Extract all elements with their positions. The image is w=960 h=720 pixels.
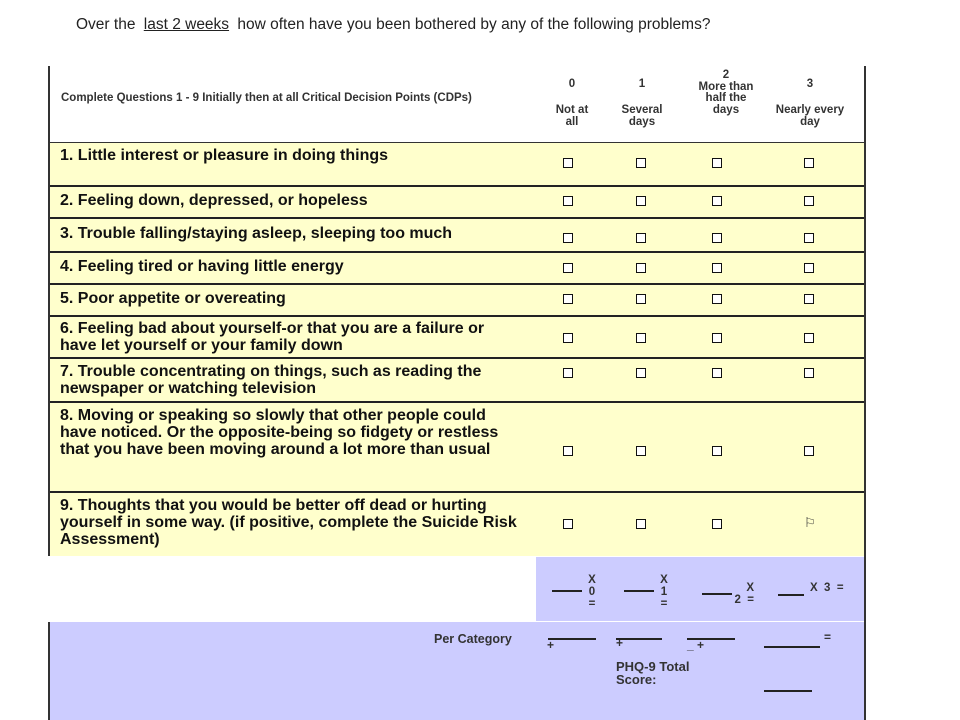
column-label: Nearly every day	[775, 104, 845, 128]
answer-checkbox-2[interactable]	[712, 294, 722, 304]
per-category-label: Per Category	[434, 632, 512, 646]
page-title	[76, 16, 710, 34]
flag-icon[interactable]: ⚐	[804, 515, 816, 530]
blank-line	[764, 646, 820, 648]
question-row-6	[50, 317, 864, 359]
answer-checkbox-2[interactable]	[712, 233, 722, 243]
blank-line	[624, 590, 654, 592]
equals-sign: =	[824, 630, 832, 644]
column-score: 3	[806, 78, 814, 90]
column-header-0	[542, 78, 602, 128]
answer-checkbox-0[interactable]	[563, 333, 573, 343]
column-header-1	[612, 78, 672, 128]
plus-sign: +	[547, 638, 555, 652]
answer-checkbox-0[interactable]	[563, 263, 573, 273]
column-label: More than half the days	[698, 80, 754, 116]
column-label: Several days	[621, 104, 663, 128]
answer-checkbox-3[interactable]	[804, 446, 814, 456]
title-suffix: how often have you been bothered by any of the following problems?	[237, 16, 711, 33]
answer-checkbox-0[interactable]	[563, 368, 573, 378]
question-text: 2. Feeling down, depressed, or hopeless	[60, 192, 368, 209]
multiplier-row	[536, 557, 864, 621]
answer-checkbox-2[interactable]	[712, 519, 722, 529]
answer-checkbox-2[interactable]	[712, 368, 722, 378]
answer-checkbox-2[interactable]	[712, 263, 722, 273]
column-score: 2	[722, 69, 730, 81]
answer-checkbox-0[interactable]	[563, 158, 573, 168]
answer-checkbox-1[interactable]	[636, 294, 646, 304]
answer-checkbox-1[interactable]	[636, 158, 646, 168]
plus-sign: +	[616, 636, 624, 650]
underscore-plus: _ +	[687, 638, 705, 652]
answer-checkbox-1[interactable]	[636, 519, 646, 529]
answer-checkbox-2[interactable]	[712, 158, 722, 168]
multiplier-0: X 0 =	[588, 574, 596, 610]
total-score-label: PHQ-9 Total Score:	[616, 659, 690, 687]
answer-checkbox-0[interactable]	[563, 294, 573, 304]
answer-checkbox-3[interactable]	[804, 368, 814, 378]
answer-checkbox-3[interactable]	[804, 158, 814, 168]
question-row-7	[50, 359, 864, 403]
column-header-2	[686, 70, 766, 116]
answer-checkbox-2[interactable]	[712, 196, 722, 206]
answer-checkbox-3[interactable]	[804, 233, 814, 243]
answer-checkbox-1[interactable]	[636, 446, 646, 456]
answer-checkbox-3[interactable]	[804, 196, 814, 206]
question-row-9	[50, 493, 864, 556]
question-row-1	[50, 143, 864, 187]
table-header	[50, 66, 864, 144]
blank-line	[778, 594, 804, 596]
answer-checkbox-3[interactable]	[804, 333, 814, 343]
answer-checkbox-0[interactable]	[563, 233, 573, 243]
question-text: 8. Moving or speaking so slowly that other people could have noticed. Or the opposite-being so fidgety or restless that you have been moving around a lot more than usual	[60, 407, 499, 458]
answer-checkbox-1[interactable]	[636, 196, 646, 206]
question-text: 1. Little interest or pleasure in doing things	[60, 147, 389, 164]
question-row-4	[50, 253, 864, 285]
table-right-border	[864, 66, 866, 720]
blank-line	[548, 638, 596, 640]
answer-checkbox-2[interactable]	[712, 446, 722, 456]
question-text: 6. Feeling bad about yourself-or that you are a failure or have let yourself or your family down	[60, 320, 485, 354]
title-emphasis: last 2 weeks	[143, 16, 230, 33]
multiplier-2: X 2 =	[734, 582, 754, 606]
question-row-3	[50, 219, 864, 253]
answer-checkbox-1[interactable]	[636, 233, 646, 243]
column-header-3	[760, 78, 860, 128]
per-category-row	[50, 622, 864, 720]
question-text: 7. Trouble concentrating on things, such as reading the newspaper or watching television	[60, 363, 482, 397]
answer-checkbox-1[interactable]	[636, 333, 646, 343]
question-text: 9. Thoughts that you would be better off dead or hurting yourself in some way. (if positive, complete the Suicide Risk Assessment)	[60, 497, 517, 548]
answer-checkbox-3[interactable]	[804, 263, 814, 273]
multiplier-3: X 3 =	[810, 582, 844, 594]
answer-checkbox-1[interactable]	[636, 263, 646, 273]
blank-line	[552, 590, 582, 592]
question-row-8	[50, 403, 864, 493]
answer-checkbox-3[interactable]	[804, 294, 814, 304]
answer-checkbox-0[interactable]	[563, 446, 573, 456]
multiplier-1: X 1 =	[660, 574, 668, 610]
column-score: 1	[638, 78, 646, 90]
question-text: 3. Trouble falling/staying asleep, sleeping too much	[60, 225, 453, 242]
question-row-5	[50, 285, 864, 317]
question-text: 5. Poor appetite or overeating	[60, 290, 286, 307]
column-label: Not at all	[555, 104, 589, 128]
total-score-blank[interactable]	[764, 690, 812, 692]
answer-checkbox-0[interactable]	[563, 196, 573, 206]
answer-checkbox-1[interactable]	[636, 368, 646, 378]
column-score: 0	[568, 78, 576, 90]
question-row-2	[50, 187, 864, 219]
title-prefix: Over the	[76, 16, 136, 33]
question-text: 4. Feeling tired or having little energy	[60, 258, 344, 275]
answer-checkbox-2[interactable]	[712, 333, 722, 343]
header-instructions: Complete Questions 1 - 9 Initially then at all Critical Decision Points (CDPs)	[61, 92, 472, 104]
answer-checkbox-0[interactable]	[563, 519, 573, 529]
